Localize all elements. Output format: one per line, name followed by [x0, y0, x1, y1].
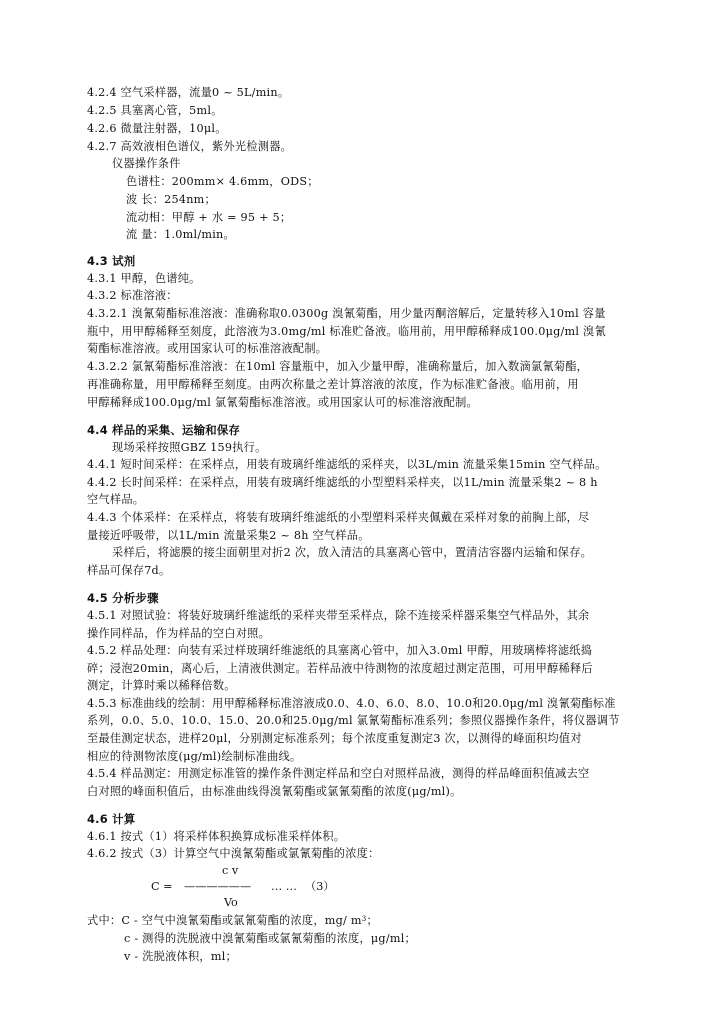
formula-dots: … … — [271, 880, 297, 893]
text-line: 色谱柱：200mm× 4.6mm，ODS； — [126, 175, 319, 188]
text-line: 瓶中，用甲醇稀释至刻度，此溶液为3.0mg/ml 标准贮备液。临用前，用甲醇稀释成100.0μg/ml 溴氰 — [87, 325, 606, 338]
text-line: 波 长：254nm； — [126, 193, 216, 206]
text-line: 现场采样按照GBZ 159执行。 — [112, 441, 267, 454]
formula-lhs: C = — [151, 880, 173, 893]
section-heading: 4.6 计算 — [87, 812, 136, 826]
formula-numerator: c v — [222, 864, 239, 877]
text-line: 4.5.1 对照试验：将装好玻璃纤维滤纸的采样夹带至采样点，除不连接采样器采集空气样品外，其余 — [87, 609, 590, 622]
where-line: c - 测得的洗脱液中溴氰菊酯或氯氰菊酯的浓度，μg/ml； — [124, 932, 416, 945]
text-line: 4.5.4 样品测定：用测定标准管的操作条件测定样品和空白对照样品液，测得的样品峰面积值减去空 — [87, 767, 590, 780]
text-line: 4.5.2 样品处理：向装有采过样玻璃纤维滤纸的具塞离心管中，加入3.0ml 甲醇，用玻璃棒将滤纸捣 — [87, 644, 593, 657]
formula-fraction-bar: —————— — [184, 880, 252, 893]
text-line: 4.5.3 标准曲线的绘制：用甲醇稀释标准溶液成0.0、4.0、6.0、8.0、10.0和20.0μg/ml 溴氰菊酯标准 — [87, 697, 616, 710]
where-text: 式中：C - 空气中溴氰菊酯或氯氰菊酯的浓度，mg/ m — [87, 914, 362, 927]
text-line: 4.4.3 个体采样：在采样点，将装有玻璃纤维滤纸的小型塑料采样夹佩戴在采样对象的前胸上部，尽 — [87, 511, 590, 524]
text-line: 测定，计算时乘以稀释倍数。 — [87, 679, 236, 692]
text-line: 碎；浸泡20min，离心后，上清液供测定。若样品液中待测物的浓度超过测定范围，可用甲醇稀释后 — [87, 662, 593, 675]
text-line: 量接近呼吸带，以1L/min 流量采集2 ~ 8h 空气样品。 — [87, 529, 370, 542]
text-line: 4.6.2 按式（3）计算空气中溴氰菊酯或氯氰菊酯的浓度： — [87, 847, 380, 860]
text-line: 样品可保存7d。 — [87, 564, 171, 577]
text-line: 流动相：甲醇 + 水 = 95 + 5； — [126, 211, 292, 224]
unit-superscript: 3 — [361, 915, 367, 923]
text-line: 再准确称量，用甲醇稀释至刻度。由两次称量之差计算溶液的浓度，作为标准贮备液。临用前，用 — [87, 378, 579, 391]
text-line: 甲醇稀释成100.0μg/ml 氯氰菊酯标准溶液。或用国家认可的标准溶液配制。 — [87, 396, 478, 409]
section-heading: 4.4 样品的采集、运输和保存 — [87, 423, 241, 437]
text-line: 4.3.2.2 氯氰菊酯标准溶液：在10ml 容量瓶中，加入少量甲醇，准确称量后，加入数滴氯氰菊酯， — [87, 360, 589, 373]
section-heading: 4.5 分析步骤 — [87, 591, 159, 605]
text-line: 4.4.2 长时间采样：在采样点，用装有玻璃纤维滤纸的小型塑料采样夹，以1L/min 流量采集2 ~ 8 h — [87, 476, 598, 489]
text-line: 至最佳测定状态，进样20μl，分别测定标准系列；每个浓度重复测定3 次，以测得的峰面积均值对 — [87, 732, 582, 745]
text-line: 流 量：1.0ml/min。 — [126, 228, 235, 241]
text-line: 4.3.2.1 溴氰菊酯标准溶液：准确称取0.0300g 溴氰菊酯，用少量丙酮溶解后，定量转移入10ml 容量 — [87, 307, 606, 320]
text-line: 4.3.2 标准溶液： — [87, 289, 178, 302]
text-line: 4.2.7 高效液相色谱仪，紫外光检测器。 — [87, 140, 293, 153]
where-text-end: ； — [366, 914, 378, 927]
text-line: 4.2.6 微量注射器，10μl。 — [87, 122, 227, 135]
where-line: v - 洗脱液体积，ml； — [124, 950, 237, 963]
text-line: 操作同样品，作为样品的空白对照。 — [87, 627, 271, 640]
formula-equation-number: （3） — [305, 880, 335, 893]
text-line: 仪器操作条件 — [112, 157, 181, 170]
text-line: 4.2.4 空气采样器，流量0 ~ 5L/min。 — [87, 86, 290, 99]
text-line: 4.4.1 短时间采样：在采样点，用装有玻璃纤维滤纸的采样夹，以3L/min 流量采集15min 空气样品。 — [87, 458, 607, 471]
where-line — [87, 914, 378, 928]
text-line: 采样后，将滤膜的接尘面朝里对折2 次，放入清洁的具塞离心管中，置清洁容器内运输和保存。 — [112, 546, 593, 559]
text-line: 4.2.5 具塞离心管，5ml。 — [87, 104, 223, 117]
formula-denominator: Vo — [224, 896, 238, 909]
text-line: 菊酯标准溶液。或用国家认可的标准溶液配制。 — [87, 342, 328, 355]
text-line: 4.6.1 按式（1）将采样体积换算成标准采样体积。 — [87, 830, 346, 843]
text-line: 系列，0.0、5.0、10.0、15.0、20.0和25.0μg/ml 氯氰菊酯标准系列；参照仪器操作条件，将仪器调节 — [87, 714, 620, 727]
text-line: 白对照的峰面积值后，由标准曲线得溴氰菊酯或氯氰菊酯的浓度(μg/ml)。 — [87, 785, 462, 798]
text-line: 4.3.1 甲醇，色谱纯。 — [87, 272, 201, 285]
text-line: 相应的待测物浓度(μg/ml)绘制标准曲线。 — [87, 750, 302, 763]
text-line: 空气样品。 — [87, 493, 145, 506]
section-heading: 4.3 试剂 — [87, 254, 136, 268]
